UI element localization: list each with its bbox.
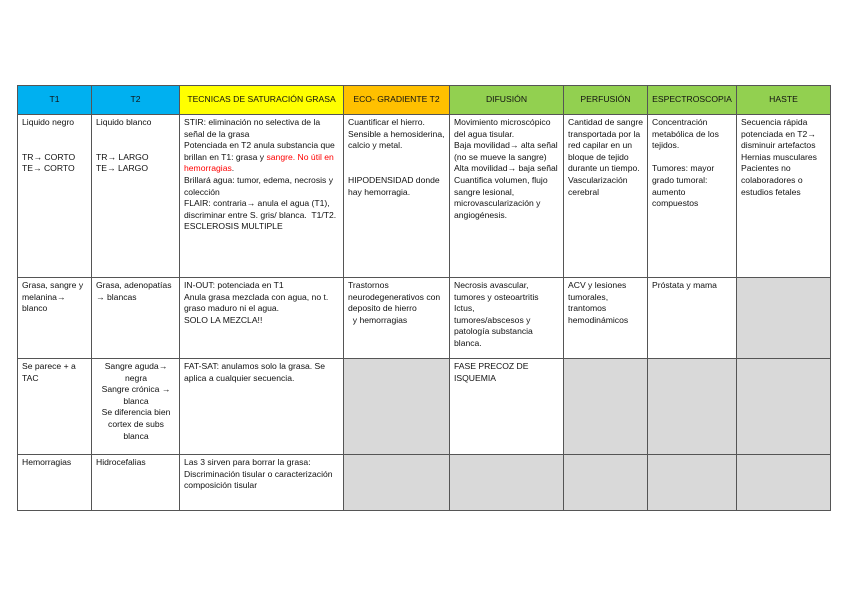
cell-diffusion: [450, 278, 564, 359]
cell-fat-saturation: [180, 359, 344, 455]
header-perfusion: PERFUSIÓN: [564, 86, 648, 115]
header-gradient-echo: ECO- GRADIENTE T2: [344, 86, 450, 115]
cell-text: Sangre aguda→ negra Sangre crónica → blanca Se diferencia bien cortex de subs blanca: [101, 361, 171, 441]
cell-spectroscopy: [648, 115, 737, 278]
header-spectroscopy: ESPECTROSCOPIA: [648, 86, 737, 115]
cell-fat-saturation: [180, 278, 344, 359]
cell-t1: [18, 359, 92, 455]
cell-text: Trastornos neurodegenerativos con deposito de hierro y hemorragias: [348, 280, 441, 325]
cell-empty: [564, 359, 648, 455]
cell-empty: [648, 359, 737, 455]
header-row: [18, 86, 831, 115]
cell-text: Secuencia rápida potenciada en T2→ disminuir artefactos Hernias musculares Pacientes no colaboradores o estudios fetales: [741, 117, 817, 197]
warning-text: sangre. No útil en hemorragias: [184, 151, 337, 174]
cell-gradient-echo: [344, 278, 450, 359]
cell-empty: [450, 455, 564, 511]
cell-text: Necrosis avascular, tumores y osteoartritis Ictus, tumores/abscesos y patología substancia blanca.: [454, 280, 539, 348]
cell-empty: [564, 455, 648, 511]
cell-t1: [18, 115, 92, 278]
cell-perfusion: [564, 278, 648, 359]
cell-text: Concentración metabólica de los tejidos. Tumores: mayor grado tumoral: aumento compuestos: [652, 117, 719, 209]
header-haste: HASTE: [737, 86, 831, 115]
cell-text: IN-OUT: potenciada en T1 Anula grasa mezclada con agua, no t. graso maduro ni el agua. SOLO LA MEZCLA!!: [184, 280, 329, 325]
cell-text: Liquido negro TR→ CORTO TE→ CORTO: [22, 117, 76, 174]
cell-diffusion: [450, 359, 564, 455]
cell-empty: [737, 455, 831, 511]
cell-t1: [18, 278, 92, 359]
cell-text: Hidrocefalias: [96, 457, 146, 467]
cell-diffusion: [450, 115, 564, 278]
cell-text: Hemorragias: [22, 457, 72, 467]
cell-text: Las 3 sirven para borrar la grasa: Discriminación tisular o caracterización composición tisular: [184, 457, 335, 491]
cell-text: FASE PRECOZ DE ISQUEMIA: [454, 361, 531, 383]
cell-t2: [92, 278, 180, 359]
cell-text: Liquido blanco TR→ LARGO TE→ LARGO: [96, 117, 152, 174]
cell-fat-saturation: [180, 115, 344, 278]
header-diffusion: DIFUSIÓN: [450, 86, 564, 115]
cell-haste: [737, 115, 831, 278]
cell-fat-saturation: [180, 455, 344, 511]
cell-gradient-echo: [344, 115, 450, 278]
cell-text: Grasa, adenopatías → blancas: [96, 280, 174, 302]
cell-text: FAT-SAT: anulamos solo la grasa. Se aplica a cualquier secuencia.: [184, 361, 328, 383]
cell-text: . Brillará agua: tumor, edema, necrosis y colección FLAIR: contraria→ anula el agua (T1), discriminar entre S. gris/ blanca. T1/T2. ESCLEROSIS MULTIPLE: [184, 163, 337, 232]
header-fat-saturation: TECNICAS DE SATURACIÓN GRASA: [180, 86, 344, 115]
cell-text: Grasa, sangre y melanina→ blanco: [22, 280, 86, 314]
cell-t2: [92, 115, 180, 278]
cell-text: STIR: eliminación no selectiva de la señal de la grasa Potenciada en T2 anula substancia que brillan en T1: grasa y: [184, 117, 335, 162]
table-row: [18, 455, 831, 511]
comparison-table: [17, 85, 831, 511]
cell-perfusion: [564, 115, 648, 278]
cell-empty: [344, 359, 450, 455]
cell-empty: [344, 455, 450, 511]
cell-text: Se parece + a TAC: [22, 361, 78, 383]
cell-text: Cantidad de sangre transportada por la red capilar en un bloque de tejido durante un tiempo. Vascularización cerebral: [568, 117, 644, 197]
cell-t1: [18, 455, 92, 511]
table-row: [18, 278, 831, 359]
cell-empty: [648, 455, 737, 511]
table-row: [18, 359, 831, 455]
cell-text: Movimiento microscópico del agua tisular. Baja movilidad→ alta señal (no se mueve la sangre) Alta movilidad→ baja señal Cuantifica volumen, flujo sangre lesional, microvascularización y angiogénesis.: [454, 117, 558, 220]
cell-text: Próstata y mama: [652, 280, 717, 290]
header-t1: T1: [18, 86, 92, 115]
cell-text: ACV y lesiones tumorales, trantomos hemodinámicos: [568, 280, 629, 325]
cell-t2: [92, 359, 180, 455]
cell-empty: [737, 359, 831, 455]
table-row: [18, 115, 831, 278]
cell-text: Cuantificar el hierro. Sensible a hemosiderina, calcio y metal. HIPODENSIDAD donde hay hemorragia.: [348, 117, 445, 197]
header-t2: T2: [92, 86, 180, 115]
cell-empty: [737, 278, 831, 359]
cell-t2: [92, 455, 180, 511]
cell-spectroscopy: [648, 278, 737, 359]
